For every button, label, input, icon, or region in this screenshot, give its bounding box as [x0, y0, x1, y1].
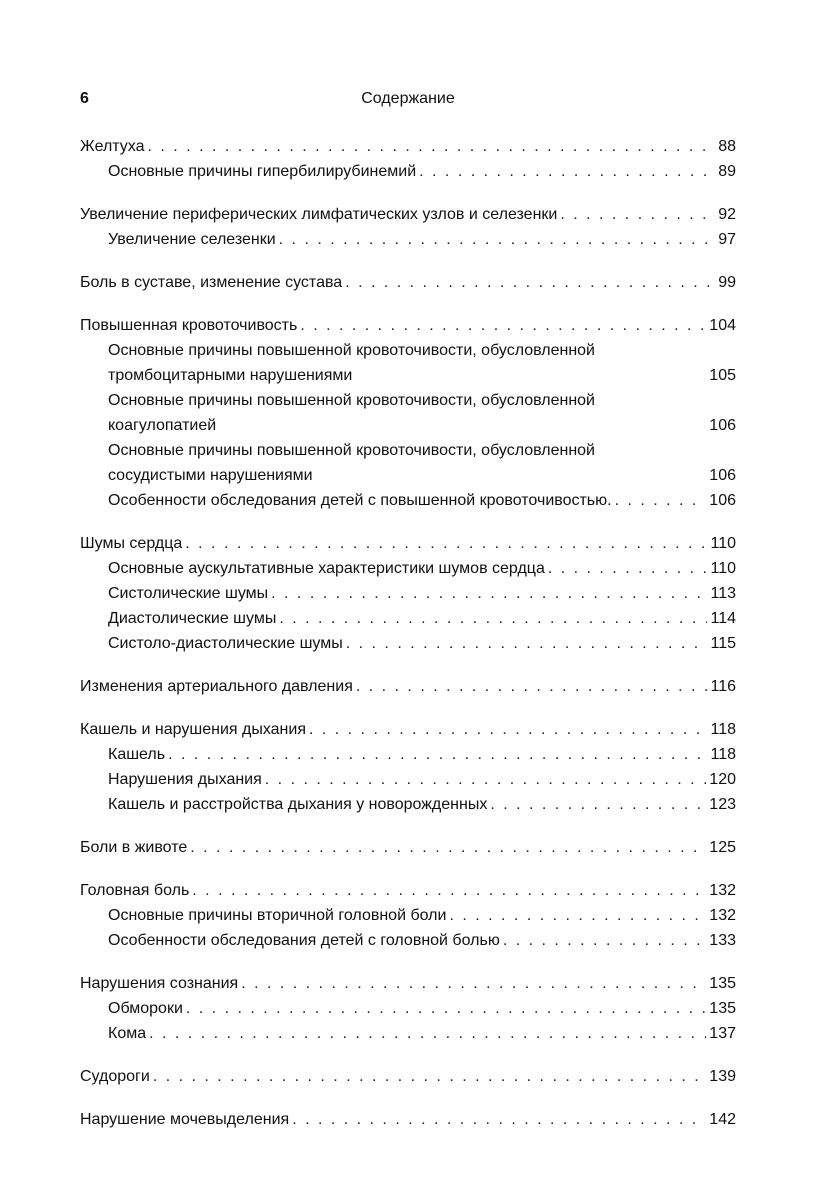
toc-subentry-page: 137: [709, 1025, 736, 1042]
toc-subentry-title: Кашель и расстройства дыхания у новорожденных: [108, 796, 488, 813]
toc-subentry-title-line2: тромбоцитарными нарушениями: [108, 367, 353, 384]
dot-leader: [503, 928, 706, 953]
toc-subentry-title: Особенности обследования детей с повышенной кровоточивостью.: [108, 492, 612, 509]
toc-subentry-page: 110: [710, 560, 736, 577]
dot-leader: [149, 1021, 706, 1046]
dot-leader: [153, 1064, 706, 1089]
toc-entry-page: 116: [710, 678, 736, 695]
toc-subentry-page: 133: [709, 932, 736, 949]
toc-subentry-page: 135: [709, 1000, 736, 1017]
toc-section: [80, 1107, 736, 1132]
toc-subentry-title-line1: Основные причины повышенной кровоточивости, обусловленной: [108, 342, 595, 359]
toc-subentry-page: 115: [710, 635, 736, 652]
dot-leader: [615, 488, 707, 513]
toc-entry-page: 118: [710, 721, 736, 738]
toc-section: [80, 674, 736, 699]
page-header: [80, 90, 736, 114]
toc-entry-title: Изменения артериального давления: [80, 678, 353, 695]
toc-subentry-line2: [108, 363, 736, 388]
toc-subentry-page: 106: [709, 467, 736, 484]
dot-leader: [265, 767, 707, 792]
toc-entry[interactable]: [80, 835, 736, 860]
toc-subentry-page: 114: [710, 610, 736, 627]
dot-leader: [185, 531, 707, 556]
toc-entry-page: 132: [709, 882, 736, 899]
toc-entry-title: Увеличение периферических лимфатических узлов и селезенки: [80, 206, 558, 223]
toc-subentry-title: Особенности обследования детей с головной болью: [108, 932, 500, 949]
toc-subentry-title: Основные причины гипербилирубинемий: [108, 163, 417, 180]
toc-subentry-page: 123: [709, 796, 736, 813]
toc-subentry-page: 118: [710, 746, 736, 763]
toc-subentry-title-line1: Основные причины повышенной кровоточивости, обусловленной: [108, 392, 595, 409]
toc-entry-title: Боли в животе: [80, 839, 188, 856]
toc-subentry[interactable]: [80, 631, 736, 656]
dot-leader: [192, 878, 706, 903]
toc-subentry-page: 113: [710, 585, 736, 602]
toc-subentry[interactable]: [80, 606, 736, 631]
toc-subentry[interactable]: [80, 1021, 736, 1046]
page-number: 6: [80, 90, 89, 107]
toc-section: [80, 1064, 736, 1089]
toc-entry-title: Повышенная кровоточивость: [80, 317, 298, 334]
toc-subentry[interactable]: [80, 338, 736, 388]
dot-leader: [168, 742, 707, 767]
toc-entry-title: Нарушение мочевыделения: [80, 1111, 290, 1128]
toc-entry[interactable]: [80, 971, 736, 996]
toc-entry-page: 92: [718, 206, 736, 223]
toc-entry-title: Головная боль: [80, 882, 190, 899]
toc-entry[interactable]: [80, 717, 736, 742]
toc-section: [80, 270, 736, 295]
toc-entry-title: Желтуха: [80, 138, 145, 155]
toc-entry-page: 125: [709, 839, 736, 856]
toc-entry-page: 99: [718, 274, 736, 291]
toc-section: [80, 531, 736, 656]
toc-subentry-page: 132: [709, 907, 736, 924]
toc-subentry[interactable]: [80, 227, 736, 252]
toc-subentry-title: Основные аускультативные характеристики шумов сердца: [108, 560, 545, 577]
toc-entry-title: Шумы сердца: [80, 535, 183, 552]
toc-section: [80, 717, 736, 817]
toc-subentry-title: Увеличение селезенки: [108, 231, 276, 248]
toc-entry-page: 142: [709, 1111, 736, 1128]
toc-subentry-title-line1: Основные причины повышенной кровоточивости, обусловленной: [108, 442, 595, 459]
toc-entry[interactable]: [80, 202, 736, 227]
dot-leader: [300, 313, 706, 338]
dot-leader: [548, 556, 708, 581]
toc-subentry-line2: [108, 463, 736, 488]
toc-subentry[interactable]: [80, 928, 736, 953]
toc-entry[interactable]: [80, 531, 736, 556]
dot-leader: [346, 631, 708, 656]
toc-entry[interactable]: [80, 270, 736, 295]
toc-subentry[interactable]: [80, 488, 736, 513]
toc-subentry[interactable]: [80, 767, 736, 792]
toc-entry-page: 88: [718, 138, 736, 155]
toc-entry[interactable]: [80, 674, 736, 699]
toc-subentry-page: 97: [718, 231, 736, 248]
toc-entry[interactable]: [80, 878, 736, 903]
toc-subentry[interactable]: [80, 903, 736, 928]
toc-entry-page: 110: [710, 535, 736, 552]
dot-leader: [560, 202, 715, 227]
toc-entry[interactable]: [80, 134, 736, 159]
table-of-contents: [80, 134, 736, 1150]
dot-leader: [241, 971, 706, 996]
toc-subentry[interactable]: [80, 438, 736, 488]
toc-subentry-line2: [108, 413, 736, 438]
toc-entry[interactable]: [80, 1064, 736, 1089]
toc-subentry-title: Систолические шумы: [108, 585, 269, 602]
toc-section: [80, 878, 736, 953]
dot-leader: [271, 581, 707, 606]
running-title: Содержание: [361, 90, 455, 107]
toc-subentry-page: 89: [718, 163, 736, 180]
toc-subentry-page: 105: [709, 367, 736, 384]
dot-leader: [186, 996, 706, 1021]
toc-subentry-title: Диастолические шумы: [108, 610, 277, 627]
toc-subentry[interactable]: [80, 996, 736, 1021]
dot-leader: [190, 835, 706, 860]
toc-subentry[interactable]: [80, 581, 736, 606]
toc-subentry[interactable]: [80, 388, 736, 438]
toc-entry-page: 135: [709, 975, 736, 992]
toc-section: [80, 835, 736, 860]
toc-entry-title: Нарушения сознания: [80, 975, 239, 992]
toc-section: [80, 134, 736, 184]
toc-subentry[interactable]: [80, 792, 736, 817]
toc-subentry[interactable]: [80, 159, 736, 184]
toc-subentry-page: 106: [709, 417, 736, 434]
toc-section: [80, 971, 736, 1046]
toc-subentry[interactable]: [80, 556, 736, 581]
dot-leader: [309, 717, 708, 742]
toc-section: [80, 202, 736, 252]
toc-subentry[interactable]: [80, 742, 736, 767]
toc-subentry-title: Кашель: [108, 746, 166, 763]
toc-subentry-title-line2: коагулопатией: [108, 417, 217, 434]
toc-subentry-title-line2: сосудистыми нарушениями: [108, 467, 313, 484]
toc-subentry-title: Нарушения дыхания: [108, 771, 262, 788]
dot-leader: [356, 674, 708, 699]
dot-leader: [490, 792, 706, 817]
toc-subentry-title: Основные причины вторичной головной боли: [108, 907, 447, 924]
toc-subentry-page: 120: [709, 771, 736, 788]
toc-subentry-title: Обмороки: [108, 1000, 183, 1017]
toc-entry-title: Судороги: [80, 1068, 150, 1085]
dot-leader: [345, 270, 715, 295]
toc-entry-title: Боль в суставе, изменение сустава: [80, 274, 343, 291]
dot-leader: [449, 903, 706, 928]
toc-entry-page: 104: [709, 317, 736, 334]
dot-leader: [292, 1107, 706, 1132]
toc-entry[interactable]: [80, 313, 736, 338]
toc-subentry-page: 106: [709, 492, 736, 509]
toc-entry-title: Кашель и нарушения дыхания: [80, 721, 306, 738]
dot-leader: [419, 159, 715, 184]
dot-leader: [279, 606, 707, 631]
toc-subentry-title: Систоло-диастолические шумы: [108, 635, 343, 652]
toc-entry[interactable]: [80, 1107, 736, 1132]
toc-section: [80, 313, 736, 513]
dot-leader: [279, 227, 716, 252]
toc-entry-page: 139: [709, 1068, 736, 1085]
dot-leader: [148, 134, 716, 159]
toc-subentry-title: Кома: [108, 1025, 147, 1042]
